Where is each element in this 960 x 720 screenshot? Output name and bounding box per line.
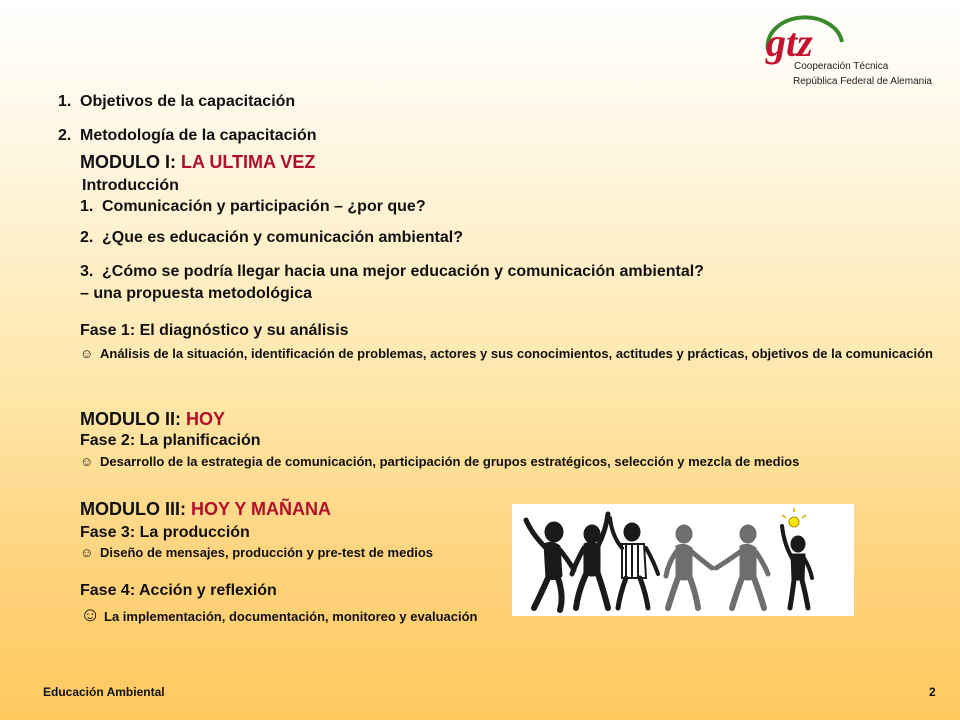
item-number: 3. [80, 263, 94, 280]
description-text: La implementación, documentación, monitoreo y evaluación [104, 609, 478, 624]
smiley-icon: ☺ [80, 346, 94, 361]
phase-3-description [80, 545, 433, 560]
item-number: 1. [80, 198, 94, 215]
smiley-icon: ☺ [80, 604, 101, 626]
phase-4-description [80, 604, 477, 627]
item-number: 2. [80, 229, 94, 246]
phase-2-heading: Fase 2: La planificación [80, 432, 261, 449]
item-number: 1. [58, 93, 72, 110]
module-name: HOY [186, 409, 226, 429]
module-prefix: MODULO III: [80, 499, 191, 519]
module-3-heading [80, 499, 331, 520]
item-text: ¿Que es educación y comunicación ambiental? [102, 229, 463, 246]
logo-line-2: República Federal de Alemania [793, 76, 932, 87]
module-1-heading [80, 152, 315, 173]
lightbulb-icon [782, 508, 806, 527]
phase-2-description [80, 454, 799, 469]
item-text: Objetivos de la capacitación [80, 93, 296, 110]
logo-wordmark: gtz [766, 20, 813, 65]
page-number: 2 [929, 685, 936, 699]
gtz-logo [752, 6, 952, 96]
item-text: Comunicación y participación – ¿por que? [102, 198, 426, 215]
module-prefix: MODULO II: [80, 409, 186, 429]
logo-line-1: Cooperación Técnica [794, 61, 889, 72]
gtz-logo-mark [760, 6, 850, 68]
intro-label: Introducción [82, 177, 179, 194]
dancing-people-illustration [512, 504, 854, 616]
smiley-icon: ☺ [80, 545, 94, 560]
item-text: ¿Cómo se podría llegar hacia una mejor educación y comunicación ambiental? [102, 263, 704, 280]
question-item [80, 263, 704, 281]
objective-item [58, 93, 295, 111]
description-text: Análisis de la situación, identificación de problemas, actores y sus conocimientos, actitudes y prácticas, objetivos de la comunicación [100, 346, 933, 361]
module-prefix: MODULO I: [80, 152, 181, 172]
module-name: LA ULTIMA VEZ [181, 152, 316, 172]
phase-1-heading: Fase 1: El diagnóstico y su análisis [80, 322, 349, 339]
phase-3-heading: Fase 3: La producción [80, 524, 250, 541]
people-figures [512, 504, 854, 616]
description-text: Desarrollo de la estrategia de comunicación, participación de grupos estratégicos, selección y mezcla de medios [100, 454, 800, 469]
footer-title: Educación Ambiental [43, 685, 165, 699]
phase-1-description [80, 344, 950, 363]
proposal-line: – una propuesta metodológica [80, 285, 313, 302]
module-2-heading [80, 409, 225, 430]
question-item [80, 198, 426, 216]
item-number: 2. [58, 127, 72, 144]
phase-4-heading: Fase 4: Acción y reflexión [80, 582, 277, 599]
methodology-item [58, 127, 317, 145]
item-text: Metodología de la capacitación [80, 127, 317, 144]
question-item [80, 229, 463, 247]
smiley-icon: ☺ [80, 454, 94, 469]
module-name: HOY Y MAÑANA [191, 499, 332, 519]
description-text: Diseño de mensajes, producción y pre-test de medios [100, 545, 434, 560]
